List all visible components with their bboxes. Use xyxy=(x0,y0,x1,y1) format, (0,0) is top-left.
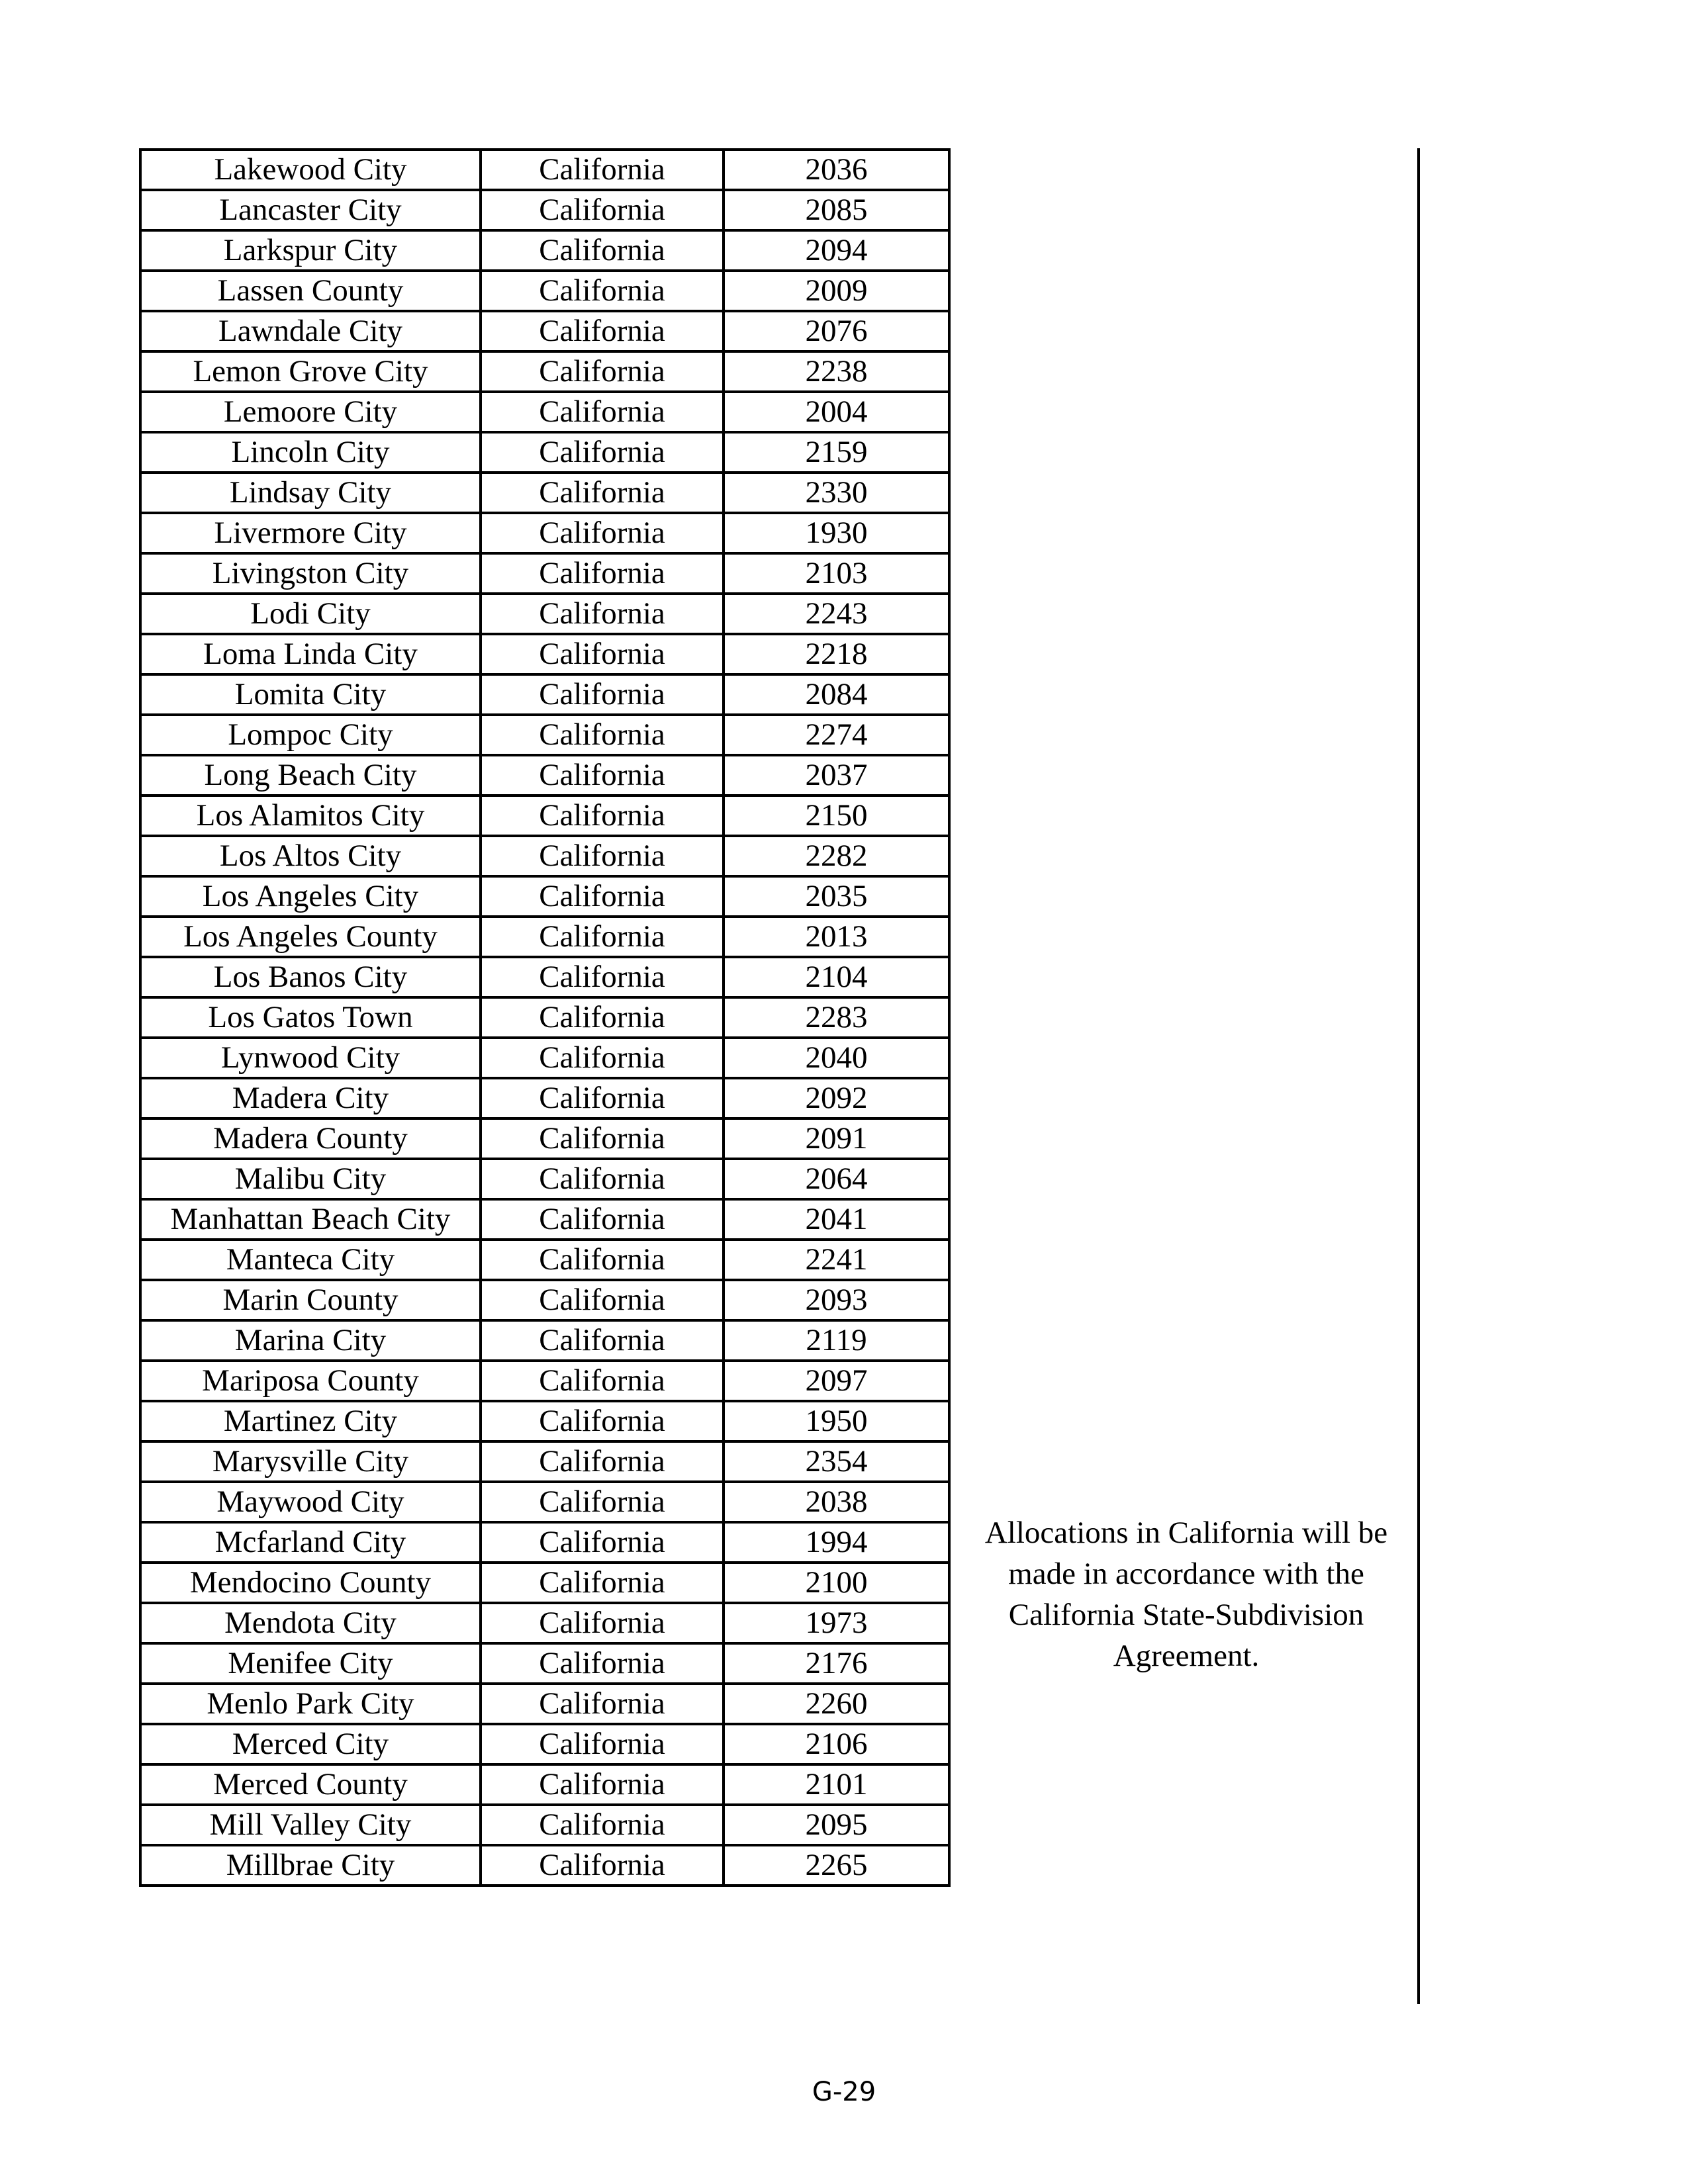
table-row xyxy=(140,1038,949,1078)
allocation-note-line: California State-Subdivision xyxy=(1008,1598,1364,1632)
state-cell: California xyxy=(481,1563,724,1603)
code-cell: 2035 xyxy=(724,876,949,917)
subdivision-name-cell: Marysville City xyxy=(140,1441,481,1482)
table-row xyxy=(140,1643,949,1684)
subdivision-name-cell: Manteca City xyxy=(140,1240,481,1280)
allocation-note-line: made in accordance with the xyxy=(1008,1557,1364,1591)
state-cell: California xyxy=(481,997,724,1038)
state-cell: California xyxy=(481,1441,724,1482)
code-cell: 2009 xyxy=(724,271,949,311)
table-row xyxy=(140,876,949,917)
subdivision-name-cell: Los Angeles County xyxy=(140,917,481,957)
subdivision-name-cell: Menifee City xyxy=(140,1643,481,1684)
state-cell: California xyxy=(481,1603,724,1643)
code-cell: 2260 xyxy=(724,1684,949,1724)
state-cell: California xyxy=(481,917,724,957)
code-cell: 2097 xyxy=(724,1361,949,1401)
subdivision-name-cell: Mariposa County xyxy=(140,1361,481,1401)
state-cell: California xyxy=(481,1159,724,1199)
subdivision-name-cell: Lakewood City xyxy=(140,150,481,190)
subdivision-name-cell: Lompoc City xyxy=(140,715,481,755)
state-cell: California xyxy=(481,1361,724,1401)
subdivision-name-cell: Millbrae City xyxy=(140,1845,481,1886)
code-cell: 2084 xyxy=(724,674,949,715)
table-row xyxy=(140,1482,949,1522)
allocation-table xyxy=(139,148,951,1887)
subdivision-name-cell: Maywood City xyxy=(140,1482,481,1522)
state-cell: California xyxy=(481,230,724,271)
subdivision-name-cell: Mill Valley City xyxy=(140,1805,481,1845)
state-cell: California xyxy=(481,1401,724,1441)
table-row xyxy=(140,553,949,594)
table-row xyxy=(140,1361,949,1401)
subdivision-name-cell: Martinez City xyxy=(140,1401,481,1441)
code-cell: 1994 xyxy=(724,1522,949,1563)
code-cell: 2064 xyxy=(724,1159,949,1199)
code-cell: 2106 xyxy=(724,1724,949,1764)
code-cell: 2218 xyxy=(724,634,949,674)
state-cell: California xyxy=(481,1764,724,1805)
code-cell: 2330 xyxy=(724,473,949,513)
subdivision-name-cell: Mcfarland City xyxy=(140,1522,481,1563)
table-row xyxy=(140,836,949,876)
table-row xyxy=(140,150,949,190)
subdivision-name-cell: Merced City xyxy=(140,1724,481,1764)
table-row xyxy=(140,594,949,634)
code-cell: 2274 xyxy=(724,715,949,755)
code-cell: 2040 xyxy=(724,1038,949,1078)
state-cell: California xyxy=(481,473,724,513)
table-row xyxy=(140,351,949,392)
table-row xyxy=(140,1603,949,1643)
state-cell: California xyxy=(481,957,724,997)
code-cell: 2354 xyxy=(724,1441,949,1482)
table-row xyxy=(140,674,949,715)
code-cell: 2241 xyxy=(724,1240,949,1280)
subdivision-name-cell: Mendocino County xyxy=(140,1563,481,1603)
table-row xyxy=(140,1118,949,1159)
code-cell: 2243 xyxy=(724,594,949,634)
code-cell: 2076 xyxy=(724,311,949,351)
table-row xyxy=(140,634,949,674)
state-cell: California xyxy=(481,594,724,634)
subdivision-name-cell: Lemoore City xyxy=(140,392,481,432)
subdivision-name-cell: Menlo Park City xyxy=(140,1684,481,1724)
subdivision-name-cell: Lindsay City xyxy=(140,473,481,513)
code-cell: 2091 xyxy=(724,1118,949,1159)
code-cell: 2038 xyxy=(724,1482,949,1522)
code-cell: 2119 xyxy=(724,1320,949,1361)
subdivision-name-cell: Malibu City xyxy=(140,1159,481,1199)
state-cell: California xyxy=(481,1038,724,1078)
code-cell: 2150 xyxy=(724,796,949,836)
table-row xyxy=(140,917,949,957)
state-cell: California xyxy=(481,876,724,917)
table-row xyxy=(140,1280,949,1320)
table-row xyxy=(140,190,949,230)
table-row xyxy=(140,1401,949,1441)
state-cell: California xyxy=(481,1643,724,1684)
subdivision-name-cell: Loma Linda City xyxy=(140,634,481,674)
state-cell: California xyxy=(481,1482,724,1522)
subdivision-name-cell: Livingston City xyxy=(140,553,481,594)
code-cell: 1950 xyxy=(724,1401,949,1441)
state-cell: California xyxy=(481,634,724,674)
state-cell: California xyxy=(481,432,724,473)
subdivision-name-cell: Lassen County xyxy=(140,271,481,311)
state-cell: California xyxy=(481,836,724,876)
table-row xyxy=(140,957,949,997)
code-cell: 2085 xyxy=(724,190,949,230)
subdivision-name-cell: Madera County xyxy=(140,1118,481,1159)
state-cell: California xyxy=(481,715,724,755)
subdivision-name-cell: Los Alamitos City xyxy=(140,796,481,836)
state-cell: California xyxy=(481,1199,724,1240)
subdivision-name-cell: Lomita City xyxy=(140,674,481,715)
code-cell: 2282 xyxy=(724,836,949,876)
subdivision-name-cell: Larkspur City xyxy=(140,230,481,271)
code-cell: 2101 xyxy=(724,1764,949,1805)
state-cell: California xyxy=(481,796,724,836)
code-cell: 2037 xyxy=(724,755,949,796)
subdivision-name-cell: Mendota City xyxy=(140,1603,481,1643)
code-cell: 2004 xyxy=(724,392,949,432)
state-cell: California xyxy=(481,1522,724,1563)
subdivision-name-cell: Los Gatos Town xyxy=(140,997,481,1038)
table-row xyxy=(140,1724,949,1764)
subdivision-name-cell: Lynwood City xyxy=(140,1038,481,1078)
subdivision-name-cell: Los Angeles City xyxy=(140,876,481,917)
table-row xyxy=(140,715,949,755)
allocation-note-line: Agreement. xyxy=(1113,1639,1260,1673)
table-row xyxy=(140,513,949,553)
subdivision-name-cell: Lancaster City xyxy=(140,190,481,230)
code-cell: 2036 xyxy=(724,150,949,190)
state-cell: California xyxy=(481,513,724,553)
table-row xyxy=(140,1563,949,1603)
state-cell: California xyxy=(481,1684,724,1724)
subdivision-name-cell: Lodi City xyxy=(140,594,481,634)
table-row xyxy=(140,1684,949,1724)
state-cell: California xyxy=(481,190,724,230)
table-row xyxy=(140,1199,949,1240)
state-cell: California xyxy=(481,674,724,715)
table-row xyxy=(140,311,949,351)
subdivision-name-cell: Los Altos City xyxy=(140,836,481,876)
table-row xyxy=(140,1320,949,1361)
code-cell: 2093 xyxy=(724,1280,949,1320)
subdivision-name-cell: Long Beach City xyxy=(140,755,481,796)
state-cell: California xyxy=(481,1078,724,1118)
table-row xyxy=(140,271,949,311)
page-number: G-29 xyxy=(812,2077,876,2107)
table-row xyxy=(140,1845,949,1886)
table-row xyxy=(140,392,949,432)
state-cell: California xyxy=(481,351,724,392)
table-row xyxy=(140,755,949,796)
code-cell: 2283 xyxy=(724,997,949,1038)
state-cell: California xyxy=(481,1118,724,1159)
table-row xyxy=(140,1441,949,1482)
subdivision-name-cell: Lawndale City xyxy=(140,311,481,351)
subdivision-name-cell: Marina City xyxy=(140,1320,481,1361)
allocation-note xyxy=(961,1512,1411,1676)
state-cell: California xyxy=(481,311,724,351)
subdivision-name-cell: Lemon Grove City xyxy=(140,351,481,392)
code-cell: 2238 xyxy=(724,351,949,392)
code-cell: 2094 xyxy=(724,230,949,271)
table-row xyxy=(140,230,949,271)
subdivision-name-cell: Marin County xyxy=(140,1280,481,1320)
state-cell: California xyxy=(481,553,724,594)
code-cell: 2013 xyxy=(724,917,949,957)
subdivision-name-cell: Madera City xyxy=(140,1078,481,1118)
state-cell: California xyxy=(481,1280,724,1320)
table-row xyxy=(140,432,949,473)
subdivision-name-cell: Lincoln City xyxy=(140,432,481,473)
allocation-note-line: Allocations in California will be xyxy=(984,1516,1388,1550)
table-row xyxy=(140,1522,949,1563)
code-cell: 2103 xyxy=(724,553,949,594)
code-cell: 1973 xyxy=(724,1603,949,1643)
subdivision-name-cell: Merced County xyxy=(140,1764,481,1805)
state-cell: California xyxy=(481,1240,724,1280)
code-cell: 2100 xyxy=(724,1563,949,1603)
table-row xyxy=(140,997,949,1038)
table-row xyxy=(140,1805,949,1845)
subdivision-name-cell: Manhattan Beach City xyxy=(140,1199,481,1240)
table-row xyxy=(140,1159,949,1199)
allocation-table-body xyxy=(140,150,949,1886)
right-vertical-rule xyxy=(1417,148,1420,2004)
state-cell: California xyxy=(481,755,724,796)
state-cell: California xyxy=(481,1845,724,1886)
table-row xyxy=(140,1078,949,1118)
code-cell: 2265 xyxy=(724,1845,949,1886)
code-cell: 2176 xyxy=(724,1643,949,1684)
state-cell: California xyxy=(481,150,724,190)
state-cell: California xyxy=(481,1724,724,1764)
code-cell: 2041 xyxy=(724,1199,949,1240)
table-row xyxy=(140,473,949,513)
table-row xyxy=(140,796,949,836)
state-cell: California xyxy=(481,271,724,311)
code-cell: 2095 xyxy=(724,1805,949,1845)
subdivision-name-cell: Los Banos City xyxy=(140,957,481,997)
code-cell: 2092 xyxy=(724,1078,949,1118)
code-cell: 1930 xyxy=(724,513,949,553)
code-cell: 2159 xyxy=(724,432,949,473)
table-row xyxy=(140,1764,949,1805)
code-cell: 2104 xyxy=(724,957,949,997)
state-cell: California xyxy=(481,1805,724,1845)
subdivision-name-cell: Livermore City xyxy=(140,513,481,553)
state-cell: California xyxy=(481,1320,724,1361)
table-row xyxy=(140,1240,949,1280)
state-cell: California xyxy=(481,392,724,432)
